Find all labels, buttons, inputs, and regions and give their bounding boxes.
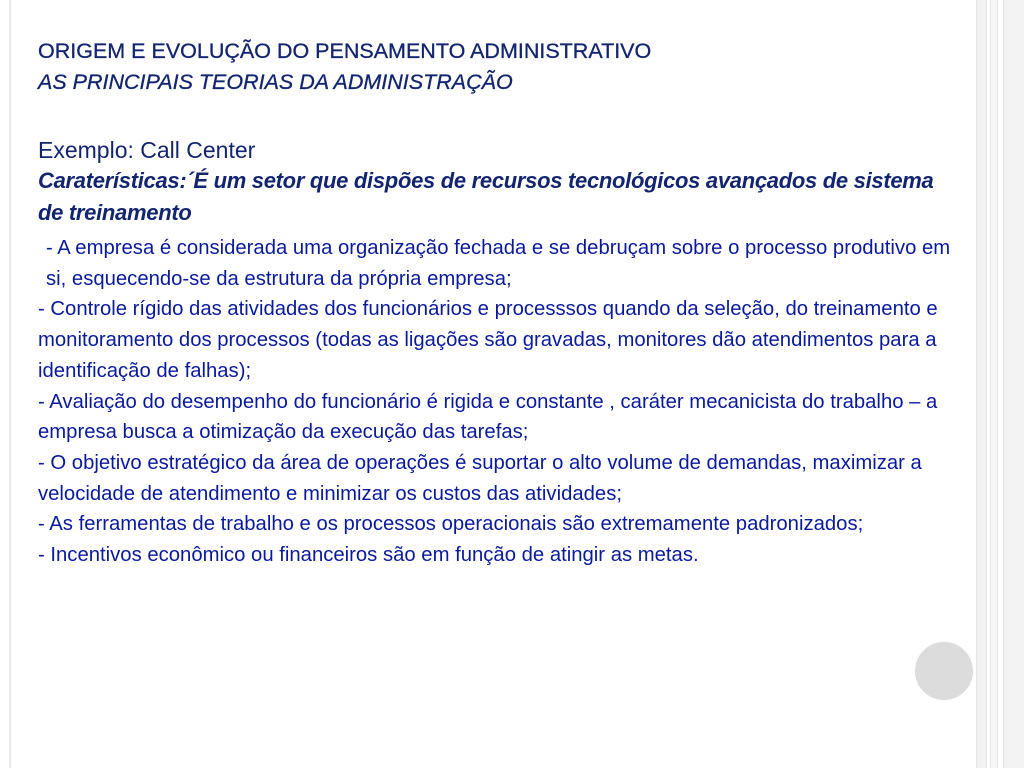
slide-content	[38, 36, 958, 571]
decorative-circle	[913, 640, 975, 702]
bullet-item: - O objetivo estratégico da área de operações é suportar o alto volume de demandas, maximizar a velocidade de atendimento e minimizar os custos das atividades;	[38, 451, 922, 505]
right-decorative-bar	[976, 0, 987, 768]
right-decorative-bar	[990, 0, 998, 768]
bullet-item: - Avaliação do desempenho do funcionário é rigida e constante , caráter mecanicista do trabalho – a empresa busca a otimização da execução das tarefas;	[38, 390, 938, 444]
features-statement: Caraterísticas:´É um setor que dispões de recursos tecnológicos avançados de sistema de treinamento	[38, 168, 934, 225]
example-heading: Exemplo: Call Center	[38, 137, 256, 163]
bullet-item: - A empresa é considerada uma organização fechada e se debruçam sobre o processo produtivo em si, esquecendo-se da estrutura da própria empresa;	[46, 237, 951, 290]
bullet-item: - Controle rígido das atividades dos funcionários e processsos quando da seleção, do treinamento e monitoramento dos processos (todas as ligações são gravadas, monitores dão atendimentos para a identificação de falhas);	[38, 298, 938, 382]
right-decorative-bar	[1003, 0, 1024, 768]
bullet-item: - As ferramentas de trabalho e os processos operacionais são extremamente padronizados;	[38, 513, 864, 536]
slide-title: ORIGEM E EVOLUÇÃO DO PENSAMENTO ADMINISTRATIVO	[38, 39, 652, 63]
bullet-list	[38, 233, 958, 571]
bullet-item: - Incentivos econômico ou financeiros são em função de atingir as metas.	[38, 544, 699, 567]
left-border-line	[9, 0, 11, 768]
slide-subtitle: AS PRINCIPAIS TEORIAS DA ADMINISTRAÇÃO	[38, 70, 513, 94]
spacer	[38, 98, 958, 136]
